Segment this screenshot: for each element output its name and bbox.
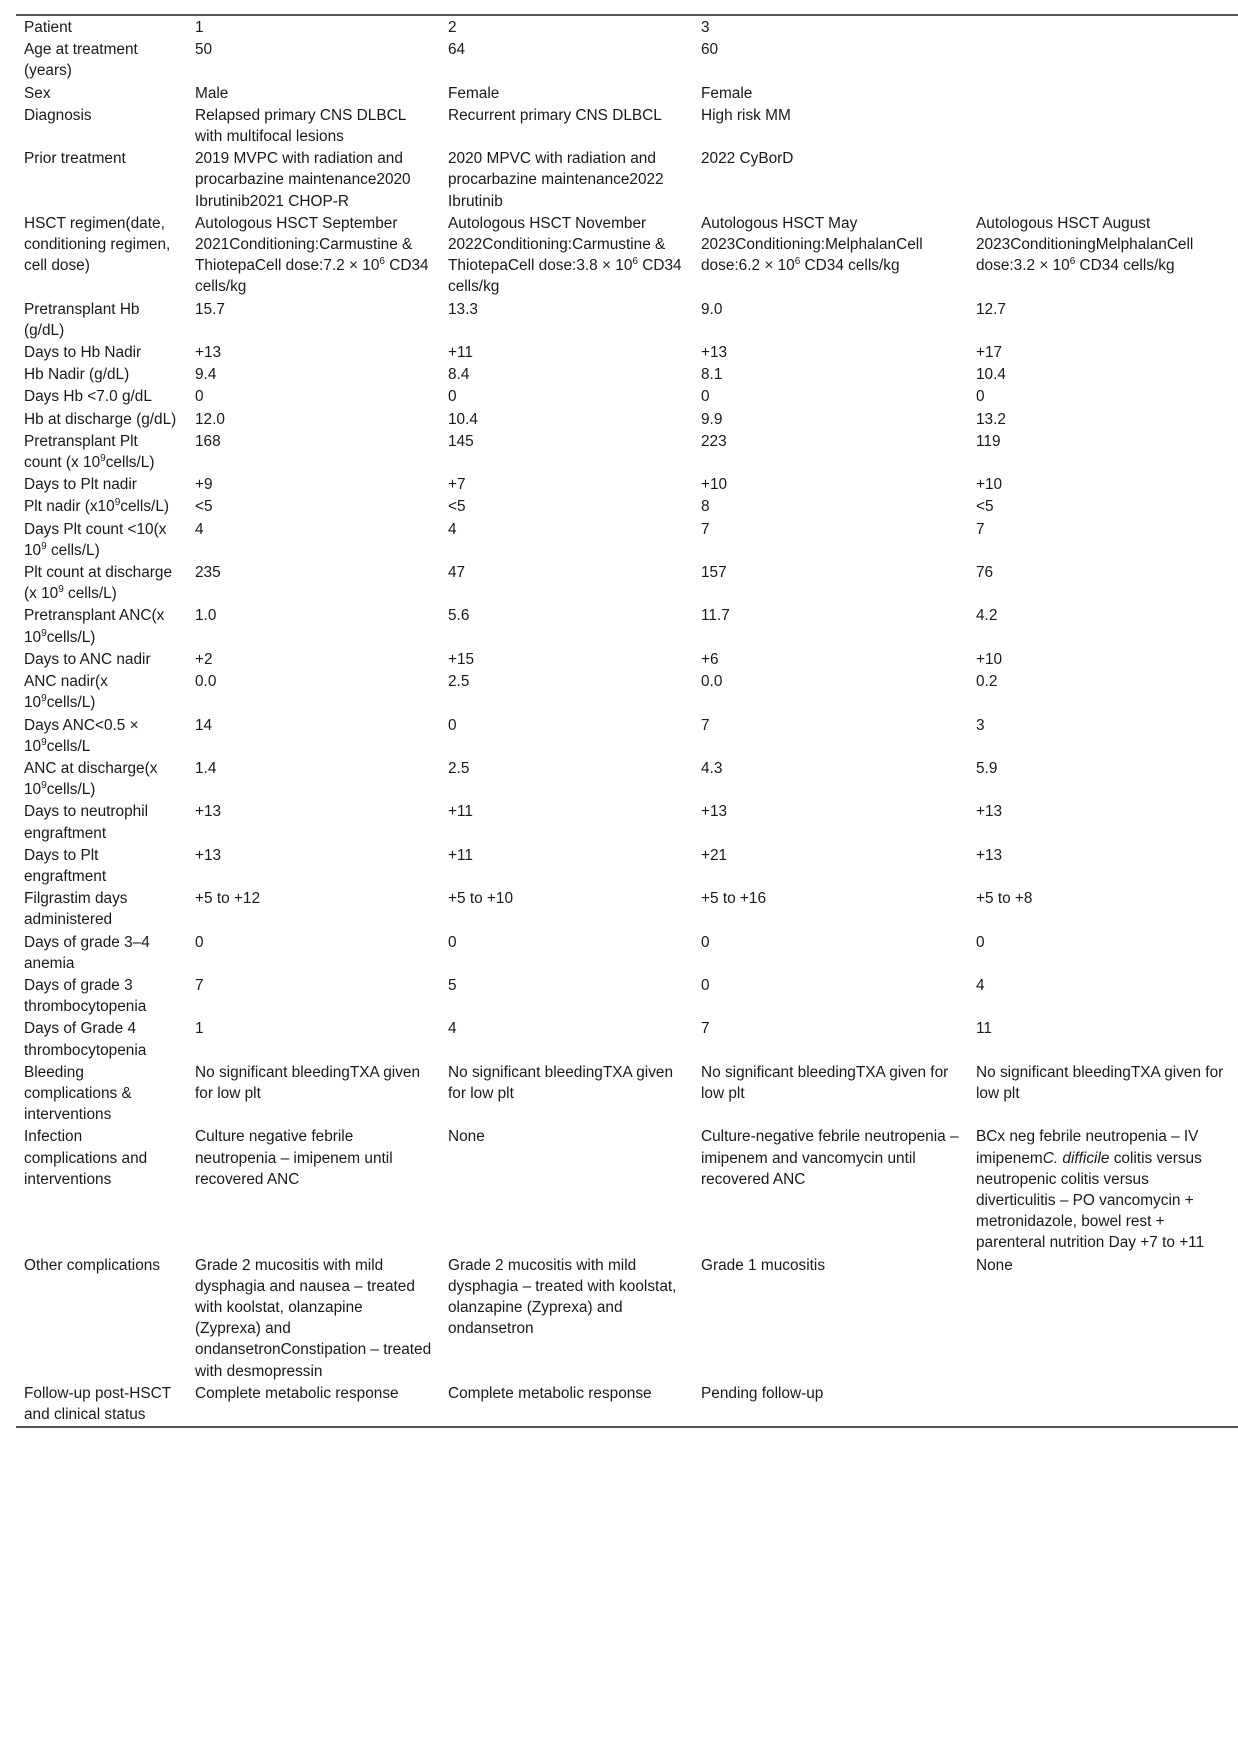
table-cell-patient-2: 64 — [448, 41, 466, 59]
table-cell-patient-2: No significant bleedingTXA given for low plt — [448, 1063, 674, 1102]
row-label: ANC at discharge(x $10^9cells/L$) — [24, 759, 158, 799]
table-cell-patient-3: 11.7 — [701, 607, 730, 625]
table-cell-patient-2: Autologous HSCT November 2022Conditioning:Carmustine & ThiotepaCell dose:3.8 × $10^6$ CD34 cells/kg — [448, 214, 682, 296]
row-label: Hb Nadir (g/dL) — [24, 366, 130, 384]
table-cell-patient-1: 1 — [195, 19, 204, 36]
table-cell-patient-4 — [968, 39, 1238, 82]
table-row — [16, 1018, 1238, 1061]
table-row — [16, 671, 1238, 714]
table-cell-patient-2: +15 — [448, 650, 475, 668]
table-cell-patient-2: 4 — [448, 1020, 457, 1038]
table-row — [16, 932, 1238, 975]
row-label: Follow-up post-HSCT and clinical status — [24, 1384, 171, 1423]
table-cell-patient-1: +2 — [195, 650, 213, 668]
table-cell-patient-4: 11 — [976, 1020, 992, 1038]
table-cell-patient-2: 2.5 — [448, 759, 470, 777]
table-cell-patient-3: 0 — [701, 976, 710, 994]
table-cell-patient-3: +5 to +16 — [701, 890, 767, 908]
table-cell-patient-1: +13 — [195, 344, 222, 362]
table-cell-patient-3: 0 — [701, 933, 710, 951]
table-row — [16, 519, 1238, 562]
table-row — [16, 975, 1238, 1018]
row-label: Days Hb <7.0 g/dL — [24, 388, 152, 406]
row-label: Days of grade 3–4 anemia — [24, 933, 150, 972]
table-cell-patient-4: +13 — [976, 803, 1003, 821]
table-cell-patient-4: +5 to +8 — [976, 890, 1033, 908]
table-cell-patient-1: 235 — [195, 564, 221, 582]
row-label: Days to Plt engraftment — [24, 846, 107, 885]
table-row — [16, 888, 1238, 931]
table-cell-patient-4: +13 — [976, 846, 1003, 864]
row-label: Pretransplant Hb (g/dL) — [24, 300, 140, 339]
table-cell-patient-1: 12.0 — [195, 410, 225, 428]
table-row — [16, 758, 1238, 801]
table-cell-patient-3: Pending follow-up — [701, 1384, 824, 1402]
table-cell-patient-1: 7 — [195, 976, 204, 994]
table-cell-patient-2: Female — [448, 84, 500, 102]
table-row — [16, 474, 1238, 496]
table-cell-patient-1: No significant bleedingTXA given for low plt — [195, 1063, 421, 1102]
table-cell-patient-3: +13 — [701, 344, 728, 362]
table-cell-patient-4: Autologous HSCT August 2023ConditioningMelphalanCell dose:3.2 × $10^6$ CD34 cells/kg — [976, 214, 1194, 275]
table-cell-patient-3: 4.3 — [701, 759, 723, 777]
table-cell-patient-2: <5 — [448, 498, 466, 516]
table-row — [16, 105, 1238, 148]
table-cell-patient-4 — [968, 105, 1238, 148]
row-label: Patient — [24, 19, 72, 36]
table-cell-patient-2: 10.4 — [448, 410, 478, 428]
table-cell-patient-2: +7 — [448, 476, 466, 494]
table-cell-patient-1: 15.7 — [195, 300, 225, 318]
table-cell-patient-1: 14 — [195, 716, 213, 734]
table-cell-patient-1: +13 — [195, 846, 222, 864]
table-cell-patient-3: 0.0 — [701, 673, 723, 691]
table-cell-patient-2: 2.5 — [448, 673, 470, 691]
table-cell-patient-3: 223 — [701, 432, 727, 450]
table-cell-patient-3: 8.1 — [701, 366, 723, 384]
table-cell-patient-1: 4 — [195, 520, 204, 538]
table-cell-patient-3: 9.0 — [701, 300, 723, 318]
table-cell-patient-1: +5 to +12 — [195, 890, 261, 908]
table-cell-patient-4: No significant bleedingTXA given for low plt — [976, 1063, 1224, 1102]
table-cell-patient-3: +21 — [701, 846, 728, 864]
table-cell-patient-3: Autologous HSCT May 2023Conditioning:MelphalanCell dose:6.2 × $10^6$ CD34 cells/kg — [701, 214, 923, 275]
table-row — [16, 845, 1238, 888]
table-cell-patient-4: 13.2 — [976, 410, 1006, 428]
table-cell-patient-4: 119 — [976, 432, 1001, 450]
table-cell-patient-3: 157 — [701, 564, 727, 582]
table-row — [16, 342, 1238, 364]
table-row — [16, 649, 1238, 671]
table-cell-patient-4: 4 — [976, 976, 985, 994]
table-cell-patient-3: +10 — [701, 476, 728, 494]
table-cell-patient-3: Female — [701, 84, 753, 102]
row-label: Other complications — [24, 1256, 161, 1274]
table-cell-patient-4: 3 — [976, 716, 985, 734]
table-row — [16, 409, 1238, 431]
row-label: ANC nadir(x $10^9cells/L$) — [24, 673, 108, 712]
row-label: Diagnosis — [24, 106, 92, 124]
row-label: Pretransplant ANC(x $10^9cells/L$) — [24, 607, 165, 646]
table-cell-patient-1: 0.0 — [195, 673, 217, 691]
table-cell-patient-2: +11 — [448, 803, 473, 821]
table-cell-patient-1: 50 — [195, 41, 213, 59]
row-label: Infection complications and interventions — [24, 1128, 148, 1188]
table-cell-patient-2: 5.6 — [448, 607, 470, 625]
table-cell-patient-4: 0.2 — [976, 673, 998, 691]
table-row — [16, 213, 1238, 299]
table-cell-patient-3: +13 — [701, 803, 728, 821]
table-cell-patient-1: 1 — [195, 1020, 204, 1038]
row-label: Prior treatment — [24, 150, 126, 168]
table-cell-patient-4: 76 — [976, 564, 994, 582]
table-cell-patient-4 — [968, 83, 1238, 105]
table-row — [16, 496, 1238, 518]
table-cell-patient-3: 9.9 — [701, 410, 723, 428]
table-row — [16, 801, 1238, 844]
table-cell-patient-2: +5 to +10 — [448, 890, 514, 908]
table-cell-patient-1: Autologous HSCT September 2021Conditioning:Carmustine & ThiotepaCell dose:7.2 × $10^6$ CD34 cells/kg — [195, 214, 429, 296]
table-cell-patient-4: +10 — [976, 650, 1003, 668]
row-label: Days to Plt nadir — [24, 476, 137, 494]
table-cell-patient-4: 7 — [976, 520, 985, 538]
row-label: Pretransplant Plt count (x $10^9cells/L$) — [24, 432, 155, 472]
table-cell-patient-3: +6 — [701, 650, 719, 668]
table-cell-patient-2: 145 — [448, 432, 474, 450]
table-cell-patient-2: 0 — [448, 933, 457, 951]
row-label: Days to ANC nadir — [24, 650, 151, 668]
table-cell-patient-4: 0 — [976, 388, 985, 406]
table-row — [16, 83, 1238, 105]
table-cell-patient-2: Grade 2 mucositis with mild dysphagia – treated with koolstat, olanzapine (Zyprexa) and ondansetron — [448, 1256, 677, 1338]
table-cell-patient-4: 10.4 — [976, 366, 1006, 384]
table-cell-patient-2: 0 — [448, 388, 457, 406]
table-cell-patient-1: 2019 MVPC with radiation and procarbazine maintenance2020 Ibrutinib2021 CHOP-R — [195, 150, 411, 210]
table-cell-patient-3: Culture-negative febrile neutropenia – imipenem and vancomycin until recovered ANC — [701, 1128, 959, 1188]
table-cell-patient-2: 13.3 — [448, 300, 478, 318]
table-cell-patient-2: 47 — [448, 564, 466, 582]
table-cell-patient-2: 8.4 — [448, 366, 470, 384]
table-cell-patient-3: 7 — [701, 1020, 710, 1038]
table-cell-patient-3: 0 — [701, 388, 710, 406]
row-label: Days to neutrophil engraftment — [24, 803, 149, 842]
table-cell-patient-2: 2020 MPVC with radiation and procarbazine maintenance2022 Ibrutinib — [448, 150, 664, 210]
table-cell-patient-4: 12.7 — [976, 300, 1006, 318]
row-label: Days of grade 3 thrombocytopenia — [24, 976, 147, 1016]
row-label: Sex — [24, 84, 51, 102]
row-label: Days Plt count <10(x $10^9$ cells/L) — [24, 520, 167, 559]
table-cell-patient-1: Grade 2 mucositis with mild dysphagia and nausea – treated with koolstat, olanzapine (Zyprexa) and ondansetronConstipation – treated with desmopressin — [195, 1256, 432, 1380]
table-cell-patient-1: 0 — [195, 388, 204, 406]
table-cell-patient-1: 0 — [195, 933, 204, 951]
table-row — [16, 562, 1238, 605]
table-cell-patient-2: +11 — [448, 344, 473, 362]
table-row — [16, 364, 1238, 386]
table-row — [16, 386, 1238, 408]
table-cell-patient-3: 7 — [701, 520, 710, 538]
table-row — [16, 148, 1238, 213]
table-cell-patient-3: 3 — [701, 19, 710, 36]
table-cell-patient-4: +17 — [976, 344, 1003, 362]
row-label: Days $ANC<0.5 \times 10^9cells/L$ — [24, 716, 139, 755]
table-row — [16, 299, 1238, 342]
row-label: Days to Hb Nadir — [24, 344, 142, 362]
table-cell-patient-3: No significant bleedingTXA given for low plt — [701, 1063, 949, 1102]
table-cell-patient-3: 60 — [701, 41, 719, 59]
table-cell-patient-3: 8 — [701, 498, 710, 516]
table-cell-patient-3: 2022 CyBorD — [701, 150, 794, 168]
table-row — [16, 431, 1238, 474]
table-row — [16, 715, 1238, 758]
table-cell-patient-1: Complete metabolic response — [195, 1384, 399, 1402]
table-cell-patient-4: BCx neg febrile neutropenia – IV imipenemC. difficile colitis versus neutropenic colitis versus diverticulitis – PO vancomycin + metronidazole, bowel rest + parenteral nutrition Day +7 to +11 — [976, 1128, 1205, 1252]
table-row — [16, 605, 1238, 648]
table-cell-patient-3: 7 — [701, 716, 710, 734]
table-cell-patient-2: Complete metabolic response — [448, 1384, 652, 1402]
row-label: Filgrastim days administered — [24, 890, 128, 929]
table-row — [16, 1126, 1238, 1254]
table-cell-patient-1: +13 — [195, 803, 222, 821]
table-cell-patient-4: <5 — [976, 498, 994, 516]
table-row — [16, 1383, 1238, 1427]
table-cell-patient-4: +10 — [976, 476, 1003, 494]
table-cell-patient-1: 168 — [195, 432, 221, 450]
table-row — [16, 15, 1238, 39]
table-cell-patient-4: 4.2 — [976, 607, 998, 625]
table-cell-patient-2: 0 — [448, 716, 457, 734]
table-cell-patient-4 — [968, 148, 1238, 213]
table-body — [16, 15, 1238, 1427]
table-cell-patient-4: 0 — [976, 933, 985, 951]
table-row — [16, 1255, 1238, 1383]
table-cell-patient-1: +9 — [195, 476, 213, 494]
table-cell-patient-2: +11 — [448, 846, 473, 864]
table-cell-patient-4 — [968, 15, 1238, 39]
row-label: Days of Grade 4 thrombocytopenia — [24, 1020, 147, 1059]
table-cell-patient-1: 1.0 — [195, 607, 217, 625]
table-cell-patient-3: High risk MM — [701, 106, 791, 124]
table-row — [16, 1062, 1238, 1127]
table-cell-patient-4 — [968, 1383, 1238, 1427]
table-container — [16, 14, 1238, 1428]
table-cell-patient-2: None — [448, 1128, 485, 1146]
row-label: Hb at discharge (g/dL) — [24, 410, 177, 428]
table-cell-patient-1: Culture negative febrile neutropenia – imipenem until recovered ANC — [195, 1128, 393, 1188]
table-cell-patient-2: 4 — [448, 520, 457, 538]
row-label: Bleeding complications & interventions — [24, 1063, 132, 1124]
row-label: HSCT regimen(date, conditioning regimen, cell dose) — [24, 214, 171, 275]
row-label: Plt count at discharge (x $10^9$ cells/L) — [24, 564, 173, 603]
table-cell-patient-3: Grade 1 mucositis — [701, 1256, 826, 1274]
table-cell-patient-1: 9.4 — [195, 366, 217, 384]
table-cell-patient-2: Recurrent primary CNS DLBCL — [448, 106, 662, 124]
row-label: Age at treatment (years) — [24, 41, 138, 80]
table-row — [16, 39, 1238, 82]
table-cell-patient-2: 5 — [448, 976, 457, 994]
table-cell-patient-1: Relapsed primary CNS DLBCL with multifocal lesions — [195, 106, 406, 146]
table-cell-patient-1: Male — [195, 84, 229, 102]
row-label: Plt nadir $(x10^9cells/L)$ — [24, 497, 169, 516]
table-cell-patient-4: 5.9 — [976, 759, 998, 777]
table-cell-patient-1: 1.4 — [195, 759, 217, 777]
table-cell-patient-1: <5 — [195, 498, 213, 516]
table-cell-patient-2: 2 — [448, 19, 457, 36]
patient-table — [16, 14, 1238, 1428]
table-cell-patient-4: None — [976, 1256, 1013, 1274]
